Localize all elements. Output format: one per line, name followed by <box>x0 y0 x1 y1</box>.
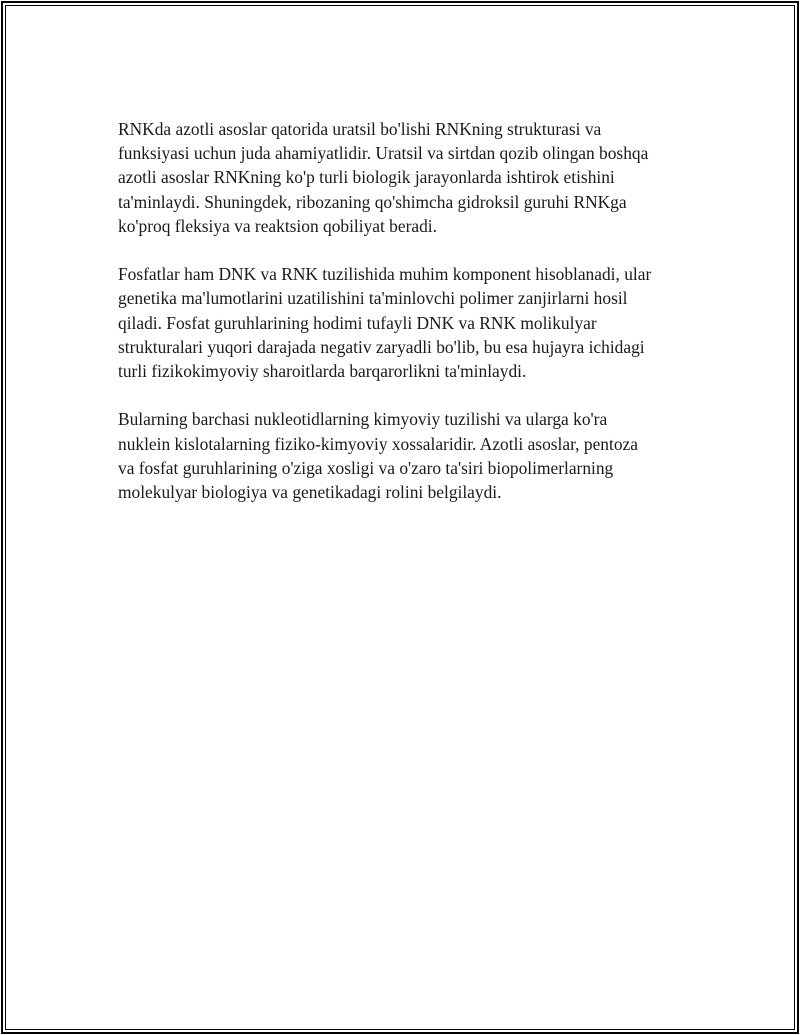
text-line: molekulyar biologiya va genetikadagi rolini belgilaydi. <box>118 482 502 503</box>
text-line: turli fizikokimyoviy sharoitlarda barqarorlikni ta'minlaydi. <box>118 361 527 382</box>
text-line: Bularning barchasi nukleotidlarning kimyoviy tuzilishi va ularga ko'ra <box>118 409 608 430</box>
text-line: funksiyasi uchun juda ahamiyatlidir. Uratsil va sirtdan qozib olingan boshqa <box>118 143 649 164</box>
text-line: nuklein kislotalarning fiziko-kimyoviy xossalaridir. Azotli asoslar, pentoza <box>118 433 638 454</box>
text-line: genetika ma'lumotlarini uzatilishini ta'minlovchi polimer zanjirlarni hosil <box>118 288 628 309</box>
paragraph-uracil <box>118 117 698 238</box>
text-line: RNKda azotli asoslar qatorida uratsil bo'lishi RNKning strukturasi va <box>118 119 602 139</box>
document-body <box>118 117 698 528</box>
text-line: Fosfatlar ham DNK va RNK tuzilishida muhim komponent hisoblanadi, ular <box>118 264 652 285</box>
text-line: azotli asoslar RNKning ko'p turli biologik jarayonlarda ishtirok etishini <box>118 167 615 188</box>
text-line: va fosfat guruhlarining o'ziga xosligi va o'zaro ta'siri biopolimerlarning <box>118 457 614 478</box>
text-line: strukturalari yuqori darajada negativ zaryadli bo'lib, bu esa hujayra ichidagi <box>118 336 645 357</box>
paragraph-summary <box>118 407 698 504</box>
text-line: ko'proq fleksiya va reaktsion qobiliyat beradi. <box>118 215 437 236</box>
text-line: ta'minlaydi. Shuningdek, ribozaning qo'shimcha gidroksil guruhi RNKga <box>118 191 627 212</box>
text-line: qiladi. Fosfat guruhlarining hodimi tufayli DNK va RNK molikulyar <box>118 312 597 333</box>
paragraph-phosphates <box>118 262 698 383</box>
